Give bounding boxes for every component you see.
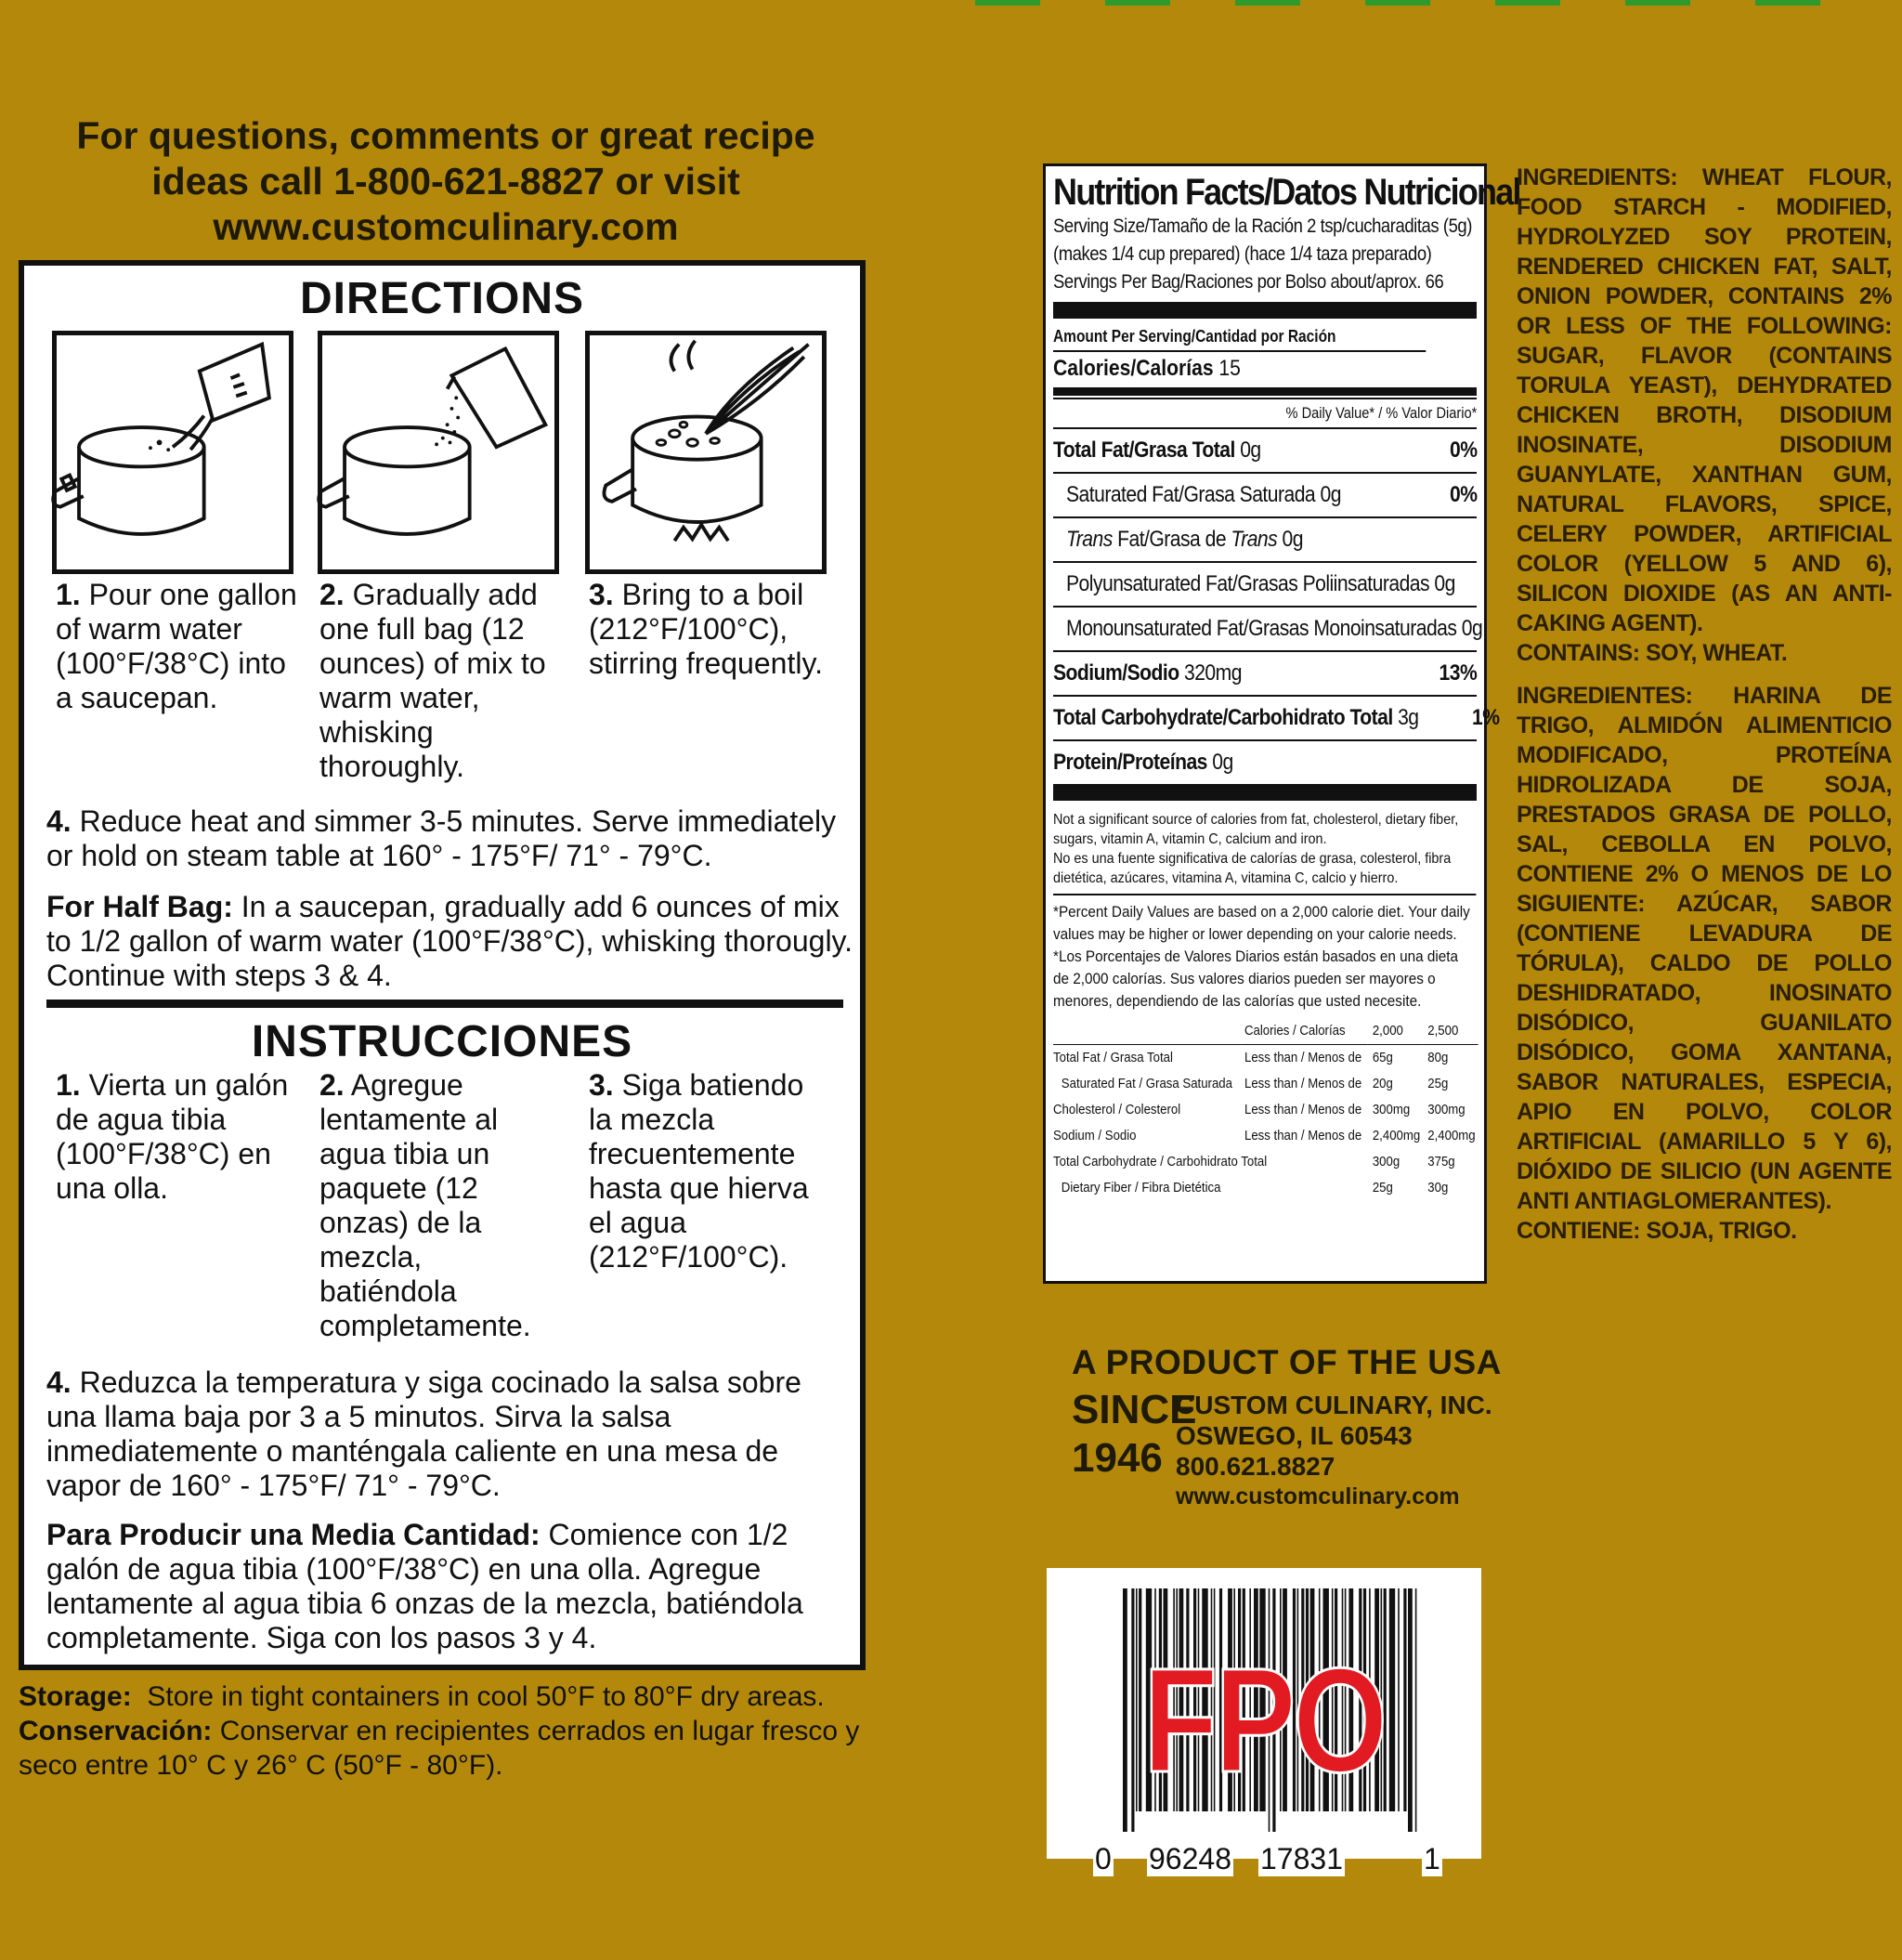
table-row: Saturated Fat / Grasa Saturada Less than / Menos de 20g 25g (1061, 1076, 1449, 1091)
calories-row: Calories/Calorías 15 (1053, 350, 1426, 385)
instruccion-paso-4: 4. Reduzca la temperatura y siga cocinado la salsa sobre una llama baja por 3 a 5 minutos. Sirva la salsa inmediatemente o manténgala caliente en una mesa de vapor de 160° - 175°F/ 71° - 79°C. (46, 1365, 801, 1502)
direction-step-2: 2. Gradually add one full bag (12 ounces) of mix to warm water, whisking thoroughly. (319, 578, 546, 783)
instruccion-paso-2: 2. Agregue lentamente al agua tibia un paquete (12 onzas) de la mezcla, batiéndola completamente. (319, 1068, 531, 1342)
direction-step-3: 3. Bring to a boil (212°F/100°C), stirring frequently. (589, 578, 823, 680)
storage-es: Conservación: Conservar en recipientes cerrados en lugar fresco y seco entre 10° C y 26° C (50°F - 80°F). (19, 1716, 860, 1781)
pour-water-icon (57, 335, 289, 569)
ingredients-es: INGREDIENTES: HARINA DE TRIGO, ALMIDÓN ALIMENTICIO MODIFICADO, PROTEÍNA HIDROLIZADA DE SOJA, PRESTADOS GRASA DE POLLO, SAL, CEBOLLA EN POLVO, CONTIENE 2% O MENOS DE LO SIGUIENTE: AZÚCAR, SABOR (CONTIENE LEVADURA DE TÓRULA), CALDO DE POLLO DESHIDRATADO, INOSINATO DISÓDICO, GUANILATO DISÓDICO, GOMA XANTANA, SABOR NATURALES, ESPECIA, APIO EN POLVO, COLOR ARTIFICIAL (AMARILLO 5 Y 6), DIÓXIDO DE SILICIO (UN AGENTE ANTI ANTIAGLOMERANTES). CONTIENE: SOJA, TRIGO. (1517, 683, 1892, 1244)
not-significant-es: No es una fuente significativa de calorías de grasa, colesterol, fibra dietética, azúcares, vitamina A, vitamina C, calcio y hierro. (1053, 851, 1452, 886)
daily-values-header-row: Calories / Calorías 2,000 2,500 (1053, 1018, 1478, 1045)
table-row: Total Fat / Grasa Total Less than / Menos de 65g 80g (1053, 1050, 1449, 1065)
boil-whisk-icon (590, 335, 822, 569)
nutrient-row-sodium: Sodium/Sodio 320mg 13% (1053, 650, 1477, 695)
nutrient-row-total-fat: Total Fat/Grasa Total 0g 0% (1053, 427, 1477, 472)
direction-step-4: 4. Reduce heat and simmer 3-5 minutes. Serve immediately or hold on steam table at 160° - 175°F/ 71° - 79°C. (46, 804, 837, 872)
directions-box (19, 260, 866, 1670)
half-bag-directions: For Half Bag: In a saucepan, gradually add 6 ounces of mix to 1/2 gallon of warm water (100°F/38°C), whisking thorougly. Continue with steps 3 & 4. (46, 890, 853, 992)
since-1946: SINCE 1946 (1072, 1387, 1197, 1481)
nutrient-row-polyunsaturated-fat: Polyunsaturated Fat/Grasas Poliinsaturadas 0g (1053, 561, 1477, 606)
nutrition-facts-panel (1043, 163, 1520, 1284)
percent-daily-footnote (1053, 894, 1477, 1018)
footnote-en: *Percent Daily Values are based on a 2,000 calorie diet. Your daily values may be higher or lower depending on your calorie needs. (1053, 903, 1470, 943)
step-1-illustration (52, 331, 293, 574)
barcode-digits-b: 17831 (1260, 1842, 1343, 1875)
ingredients-list (1517, 163, 1892, 1259)
barcode-digit-left: 0 (1095, 1842, 1112, 1875)
nutrition-title: Nutrition Facts/Datos Nutricional (1053, 172, 1520, 213)
media-cantidad-instrucciones: Para Producir una Media Cantidad: Comience con 1/2 galón de agua tibia (100°F/38°C) en una olla. Agregue lentamente al agua tibia 6 onzas de la mezcla, batiéndola completamente. Siga con los pasos 3 y 4. (46, 1518, 803, 1654)
step-2-illustration (318, 331, 559, 574)
instruccion-paso-3: 3. Siga batiendo la mezcla frecuentemente hasta que hierva el agua (212°F/100°C). (589, 1068, 809, 1274)
table-row: Cholesterol / Colesterol Less than / Menos de 300mg 300mg (1053, 1102, 1466, 1117)
instruccion-paso-1: 1. Vierta un galón de agua tibia (100°F/38°C) en una olla. (56, 1068, 289, 1205)
nutrition-thick-bar-2 (1053, 784, 1477, 801)
step-3-illustration (585, 331, 827, 574)
company-phone: 800.621.8827 (1176, 1452, 1335, 1481)
directions-title: DIRECTIONS (299, 274, 584, 323)
contact-line-2: ideas call 1-800-621-8827 or visit (151, 160, 740, 203)
barcode-digit-right: 1 (1424, 1842, 1440, 1875)
servings-per-bag: Servings Per Bag/Raciones por Bolso about/aprox. 66 (1053, 271, 1444, 293)
contains-es: CONTIENE: SOJA, TRIGO. (1517, 1218, 1797, 1244)
company-name: CUSTOM CULINARY, INC. (1176, 1391, 1492, 1419)
instrucciones-title: INSTRUCCIONES (251, 1017, 633, 1066)
table-row: Sodium / Sodio Less than / Menos de 2,400mg 2,400mg (1053, 1128, 1476, 1143)
not-significant-en: Not a significant source of calories from fat, cholesterol, dietary fiber, sugars, vitamin A, vitamin C, calcium and iron. (1053, 812, 1459, 847)
top-green-dashes (975, 0, 1902, 6)
serving-size: Serving Size/Tamaño de la Ración 2 tsp/cucharaditas (5g) (1053, 216, 1472, 237)
amount-per-serving: Amount Per Serving/Cantidad por Ración (1053, 327, 1336, 346)
contact-url: www.customculinary.com (213, 205, 679, 248)
company-address (1176, 1390, 1492, 1512)
nutrition-thick-bar (1053, 302, 1477, 319)
nutrition-medium-bar (1053, 387, 1477, 396)
table-row: Dietary Fiber / Fibra Dietética 25g 30g (1061, 1180, 1449, 1196)
nutrient-row-protein: Protein/Proteínas 0g (1053, 739, 1477, 784)
nutrient-row-monounsaturated-fat: Monounsaturated Fat/Grasas Monoinsaturadas 0g (1053, 606, 1477, 650)
section-divider (46, 1000, 843, 1008)
storage-instructions (19, 1679, 892, 1783)
nutrient-row-saturated-fat: Saturated Fat/Grasa Saturada 0g 0% (1053, 472, 1477, 516)
daily-value-header: % Daily Value* / % Valor Diario* (1053, 398, 1477, 427)
product-of-usa: A PRODUCT OF THE USA (1072, 1343, 1502, 1381)
contact-line-1: For questions, comments or great recipe (76, 114, 815, 157)
barcode (1047, 1568, 1481, 1875)
barcode-digits-a: 96248 (1149, 1842, 1231, 1875)
contact-header (19, 113, 873, 250)
nutrient-row-carbohydrate: Total Carbohydrate/Carbohidrato Total 3g 1% (1053, 695, 1477, 739)
add-mix-icon (322, 335, 554, 569)
table-row: Total Carbohydrate / Carbohidrato Total 300g 375g (1053, 1154, 1455, 1169)
company-city: OSWEGO, IL 60543 (1176, 1421, 1413, 1450)
direction-step-1: 1. Pour one gallon of warm water (100°F/38°C) into a saucepan. (56, 578, 297, 714)
footnote-es: *Los Porcentajes de Valores Diarios están basados en una dieta de 2,000 calorías. Sus valores diarios pueden ser mayores o menores, dependiendo de las calorías que usted necesite. (1053, 947, 1459, 1010)
storage-en: Storage: Store in tight containers in cool 50°F to 80°F dry areas. (19, 1681, 825, 1712)
daily-values-table (1053, 1018, 1478, 1201)
fpo-placeholder: FPO (1143, 1637, 1385, 1803)
nutrient-row-trans-fat: Trans Fat/Grasa de Trans 0g (1053, 516, 1477, 561)
company-web: www.customculinary.com (1176, 1483, 1460, 1509)
serving-note: (makes 1/4 cup prepared) (hace 1/4 taza preparado) (1053, 243, 1432, 265)
not-significant-note (1053, 804, 1477, 894)
ingredients-en: INGREDIENTS: WHEAT FLOUR, FOOD STARCH - MODIFIED, HYDROLYZED SOY PROTEIN, RENDERED CHICKEN FAT, SALT, ONION POWDER, CONTAINS 2% OR LESS OF THE FOLLOWING: SUGAR, FLAVOR (CONTAINS TORULA YEAST), DEHYDRATED CHICKEN BROTH, DISODIUM INOSINATE, DISODIUM GUANYLATE, XANTHAN GUM, NATURAL FLAVORS, SPICE, CELERY POWDER, ARTIFICIAL COLOR (YELLOW 5 AND 6), SILICON DIOXIDE (AS AN ANTI-CAKING AGENT). CONTAINS: SOY, WHEAT. (1517, 164, 1892, 666)
contains-en: CONTAINS: SOY, WHEAT. (1517, 640, 1788, 666)
